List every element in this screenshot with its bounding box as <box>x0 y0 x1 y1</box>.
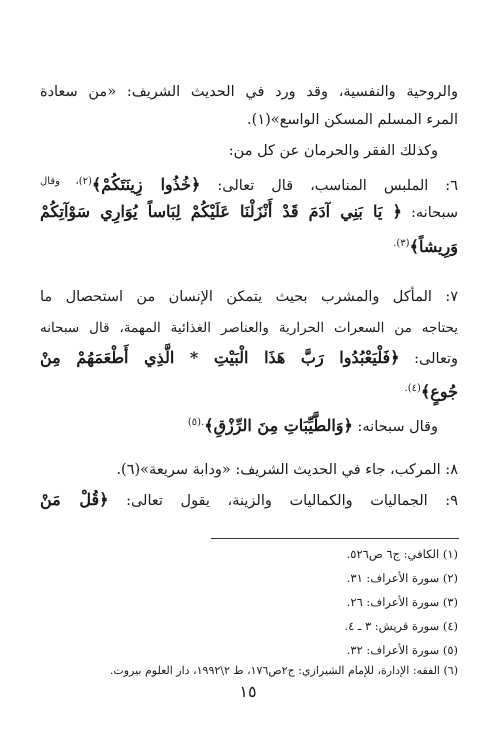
footnote-1: (١) الكافي: ج٦ ص٥٢٦. <box>346 547 458 561</box>
body-line-7 <box>40 287 458 307</box>
body-line-5 <box>40 202 458 223</box>
footnote-3: (٣) سورة الأعراف: ٢٦. <box>346 595 458 609</box>
footnote-6: (٦) الفقه: الإدارة، للإمام الشيرازي: ج٢ص١٧٦، ط ٢\١٩٩٢، دار العلوم بيروت. <box>109 664 458 677</box>
body-line-13-text: ٩: الجماليات والكماليات والزينة، يقول تعالى: <box>108 493 458 509</box>
quran-verse-a7-26: ﴿ يَا بَنِي آدَمَ قَدْ أَنْزَلْنَا عَلَيْكُمْ لِبَاساً يُوَارِي سَوْآتِكُمْ <box>40 202 402 221</box>
quran-verse-quraysh-end: جُوعٍ﴾ <box>420 381 458 401</box>
footnote-divider <box>211 538 459 539</box>
body-line-12-text: ٨: المركب، جاء في الحديث الشريف: «ودابة سريعة»(٦). <box>116 462 458 478</box>
body-line-8 <box>40 318 458 338</box>
body-line-10 <box>40 379 458 403</box>
body-line-11 <box>20 413 438 437</box>
quran-verse-a7-31: ﴿خُذُوا زِينَتَكُمْ﴾ <box>91 174 201 194</box>
body-line-1-text: والروحية والنفسية، وقد ورد في الحديث الشريف: «من سعادة <box>40 84 458 100</box>
body-line-6 <box>40 234 458 258</box>
footnote-5: (٥) سورة الأعراف: ٣٢. <box>346 643 458 657</box>
page-number: ١٥ <box>239 682 257 701</box>
body-line-5-text: سبحانه: <box>401 205 458 221</box>
footnote-4: (٤) سورة قريش: ٣ ـ ٤. <box>344 619 458 633</box>
body-line-4-text: ٦: الملبس المناسب، قال تعالى: <box>200 177 458 194</box>
quran-verse-a7-32-start: ﴿قُلْ مَنْ <box>40 490 109 509</box>
footnote-ref-3: (٣). <box>393 238 410 249</box>
body-line-1 <box>40 82 458 102</box>
quran-verse-quraysh: ﴿فَلْيَعْبُدُوا رَبَّ هَذَا الْبَيْتِ * الَّذِي أَطْعَمَهُمْ مِنْ <box>40 348 400 367</box>
body-line-2 <box>40 110 458 130</box>
footnote-2: (٢) سورة الأعراف: ٣١. <box>346 571 458 585</box>
body-line-2-text: المرء المسلم المسكن الواسع»(١). <box>247 112 458 128</box>
quran-verse-a7-26-end: وَرِيشاً﴾ <box>409 236 458 256</box>
body-line-8-text: يحتاجه من السعرات الحرارية والعناصر الغذائية المهمة، قال سبحانه <box>40 320 458 336</box>
body-line-11-text: وقال سبحانه: <box>352 418 438 435</box>
body-line-7-text: ٧: المأكل والمشرب بحيث يتمكن الإنسان من استحصال ما <box>40 289 458 305</box>
body-line-3 <box>20 141 438 161</box>
body-line-9 <box>40 348 458 369</box>
footnote-ref-2: (٢)، وقال <box>40 176 92 187</box>
body-line-12 <box>40 460 458 480</box>
body-line-4 <box>40 172 458 196</box>
body-line-9-text: وتعالى: <box>399 351 458 367</box>
body-line-3-text: وكذلك الفقر والحرمان عن كل من: <box>228 143 438 159</box>
body-line-13 <box>40 490 458 511</box>
footnote-ref-4: (٤). <box>404 383 421 394</box>
footnote-ref-5: .(٥) <box>187 417 205 428</box>
quran-verse-a7-32: ﴿وَالطَّيِّبَاتِ مِنَ الرِّزْقِ﴾ <box>204 415 353 435</box>
